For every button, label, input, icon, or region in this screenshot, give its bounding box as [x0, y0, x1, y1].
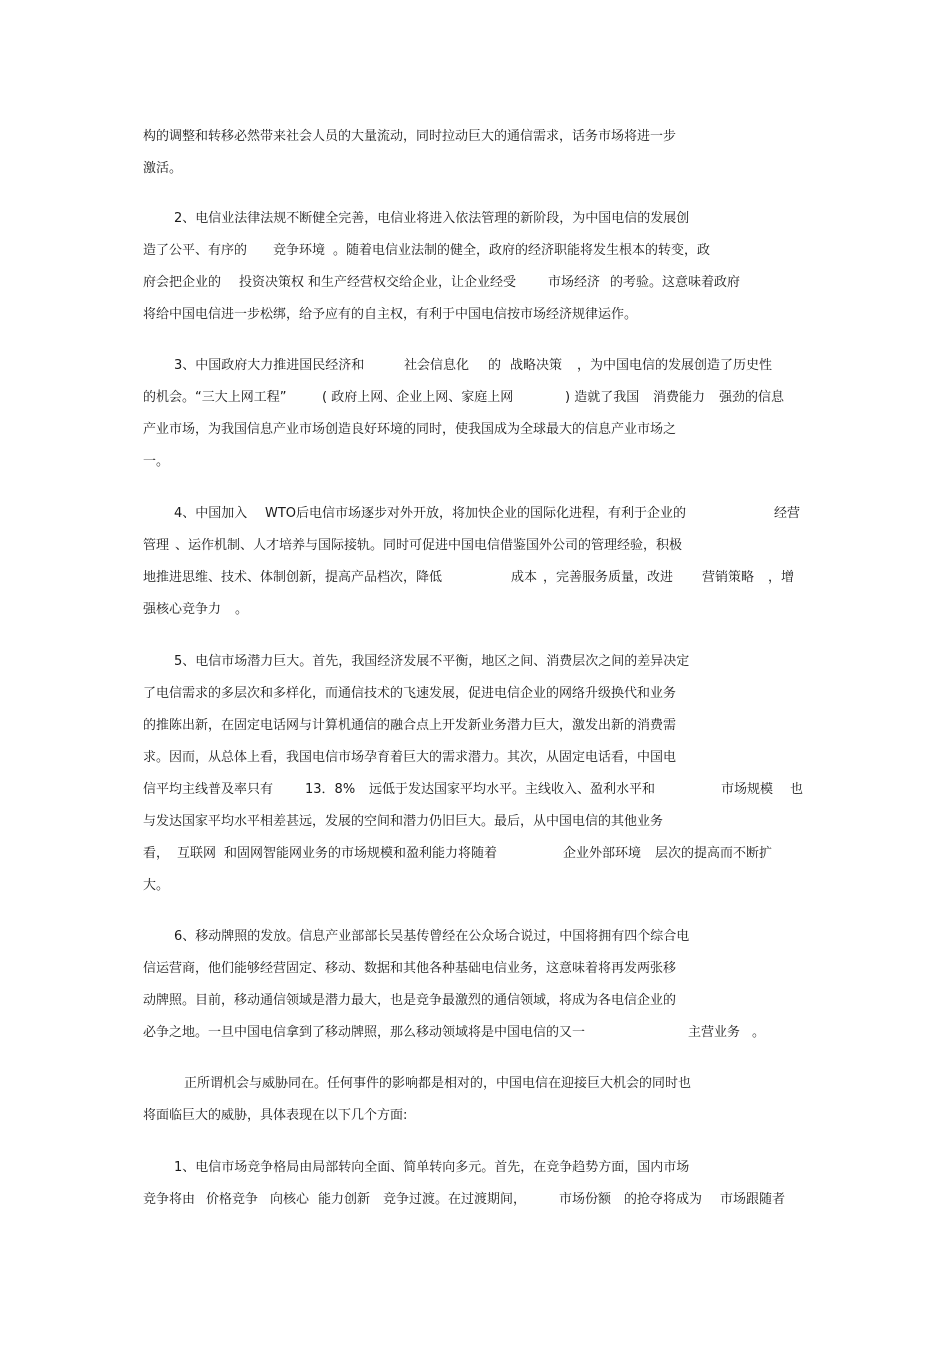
document-page: 构的调整和转移必然带来社会人员的大量流动，同时拉动巨大的通信需求，话务市场将进一步 激活。 2、电信业法律法规不断健全完善，电信业将进入依法管理的新阶段，为中国电信的发展创 造了公平、有序的 竞争环境 。随着电信业法制的健全，政府的经济职能将发生根本的转变，政 府会把企业的 投资决策权 和生产经营权交给企业，让企业经受 市场经济 的考验。这意味着政府 将给中国电信进一步松绑，给予应有的自主权，有利于中国电信按市场经济规律运作。 3、中国政府大力推进国民经济和 社会信息化 的 战略决策 ，为中国电信的发展创造了历史性 的机会。“三大上网工程” ( 政府上网、企业上网、家庭上网 ) 造就了我国 消费能力 强劲的信息 产业市场，为我国信息产业市场创造良好环境的同时，使我国成为全球最大的信息产业市场之 一。 4、中国加入 WTO后电信市场逐步对外开放，将加快企业的国际化进程，有利于企业的 经营 管理 、运作机制、人才培养与国际接轨。同时可促进中国电信借鉴国外公司的管理经验，积极 地推进思维、技术、体制创新，提高产品档次，降低 成本 ，完善服务质量，改进 营销策略 ，增 强核心竞争力 。 5、电信市场潜力巨大。首先，我国经济发展不平衡，地区之间、消费层次之间的差异决定 了电信需求的多层次和多样化，而通信技术的飞速发展，促进电信企业的网络升级换代和业务 的推陈出新，在固定电话网与计算机通信的融合点上开发新业务潜力巨大，激发出新的消费需 求。因而，从总体上看，我国电信市场孕育着巨大的需求潜力。其次，从固定电话看，中国电 信平均主线普及率只有 13．8% 远低于发达国家平均水平。主线收入、盈利水平和 市场规模 也 与发达国家平均水平相差甚远，发展的空间和潜力仍旧巨大。最后，从中国电信的其他业务 看， 互联网 和固网智能网业务的市场规模和盈利能力将随着 企业外部环境 层次的提高而不断扩 大。 6、移动牌照的发放。信息产业部部长吴基传曾经在公众场合说过，中国将拥有四个综合电 信运营商，他们能够经营固定、移动、数据和其他各种基础电信业务，这意味着将再发两张移 动牌照。目前，移动通信领域是潜力最大，也是竞争最激烈的通信领域，将成为各电信企业的 必争之地。一旦中国电信拿到了移动牌照，那么移动领域将是中国电信的又一 主营业务 。 正所谓机会与威胁同在。任何事件的影响都是相对的，中国电信在迎接巨大机会的同时也 将面临巨大的威胁，具体表现在以下几个方面: 1、电信市场竞争格局由局部转向全面、简单转向多元。首先，在竞争趋势方面，国内市场 竞争将由 价格竞争 向核心 能力创新 竞争过渡。在过渡期间， 市场份额 的抢夺将成为 市场跟随者: [143, 129, 804, 1207]
